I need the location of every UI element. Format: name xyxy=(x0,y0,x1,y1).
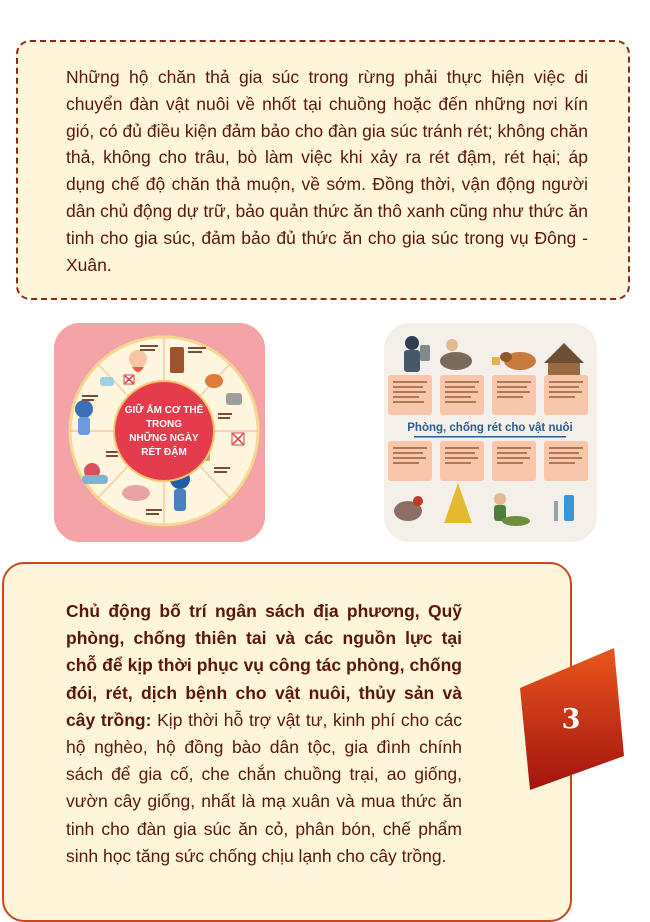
food-icon xyxy=(205,374,223,388)
farmer-icon xyxy=(494,493,506,505)
door-icon xyxy=(170,347,184,373)
kettle-icon xyxy=(226,393,242,405)
livestock-cold-infographic xyxy=(384,323,597,542)
sprayer-person-icon xyxy=(405,336,419,350)
bottom-bold-lead: Chủ động bố trí ngân sách địa phương, Quỹ phòng, chống thiên tai và các nguồn lực tại chỗ để kịp thời phục vụ công tác phòng, chống đói, rét, dịch bệnh cho vật nuôi, thủy sản và cây trồng: xyxy=(66,601,462,730)
infographic-title-line-4: RÉT ĐẬM xyxy=(141,447,187,458)
infographic-right-title: Phòng, chống rét cho vật nuôi xyxy=(407,422,573,434)
section-number: 3 xyxy=(561,704,581,735)
buffalo-icon xyxy=(440,352,472,370)
person-icon xyxy=(129,350,147,368)
infographic-title-line-1: GIỮ ẤM CƠ THỂ xyxy=(124,405,204,416)
keep-warm-infographic xyxy=(54,323,265,542)
vaccine-bottle-icon xyxy=(564,495,574,521)
infographic-title-line-2: TRONG xyxy=(145,419,183,430)
foot-bath-icon xyxy=(122,485,150,501)
bottom-paragraph xyxy=(66,598,462,870)
bathtub-icon xyxy=(100,377,114,386)
syringe-icon xyxy=(554,501,558,521)
top-paragraph: Những hộ chăn thả gia súc trong rừng phải thực hiện việc di chuyển đàn vật nuôi về nhốt tại chuồng hoặc đến những nơi kín gió, có đủ điều kiện đảm bảo cho đàn gia súc tránh rét; không chăn thả, không cho trâu, bò làm việc khi xảy ra rét đậm, rét hại; áp dụng chế độ chăn thả muộn, về sớm. Đồng thời, vận động người dân chủ động dự trữ, bảo quản thức ăn thô xanh cũng như thức ăn tinh cho gia súc, đảm bảo đủ thức ăn cho gia súc trong vụ Đông - Xuân. xyxy=(66,67,588,275)
bottom-body-text: Kịp thời hỗ trợ vật tư, kinh phí cho các hộ nghèo, hộ đồng bào dân tộc, gia đình chính sách để gia cố, che chắn chuồng trại, ao giống, vườn cây giống, nhất là mạ xuân và mua thức ăn tinh cho đàn gia súc ăn cỏ, phân bón, chế phẩm sinh học tăng sức chống chịu lạnh cho cây trồng. xyxy=(66,709,462,866)
infographic-title-line-3: NHỮNG NGÀY xyxy=(129,433,199,444)
woman-scarf-icon xyxy=(75,400,93,418)
